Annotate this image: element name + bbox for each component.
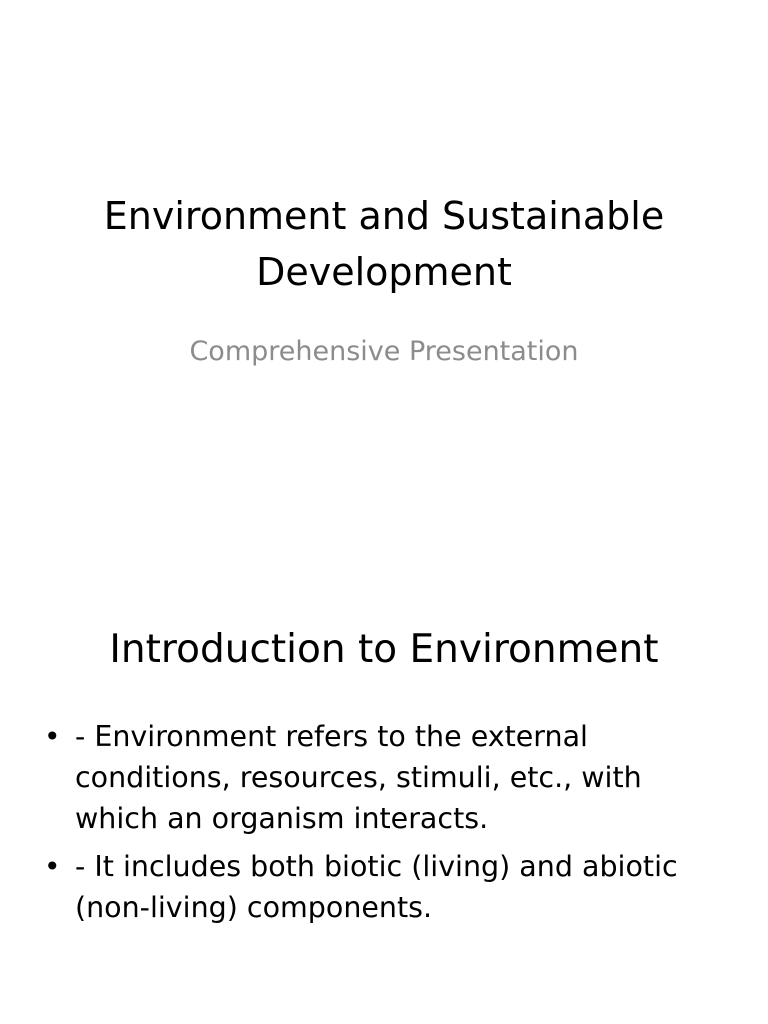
- slide-title: Introduction to Environment: [109, 627, 659, 672]
- bullet-point-icon: •: [44, 850, 61, 883]
- bullet-text: - It includes both biotic (living) and abiotic (non-living) components.: [75, 850, 678, 924]
- slide-subtitle: Comprehensive Presentation: [189, 336, 579, 367]
- bullet-item: [40, 846, 730, 928]
- content-slide: [0, 576, 768, 1024]
- bullet-list: [40, 716, 730, 935]
- slide-title: Environment and Sustainable Development: [103, 194, 665, 294]
- bullet-point-icon: •: [44, 720, 61, 753]
- bullet-item: [40, 716, 730, 839]
- bullet-text: - Environment refers to the external conditions, resources, stimuli, etc., with which an organism interacts.: [75, 720, 642, 835]
